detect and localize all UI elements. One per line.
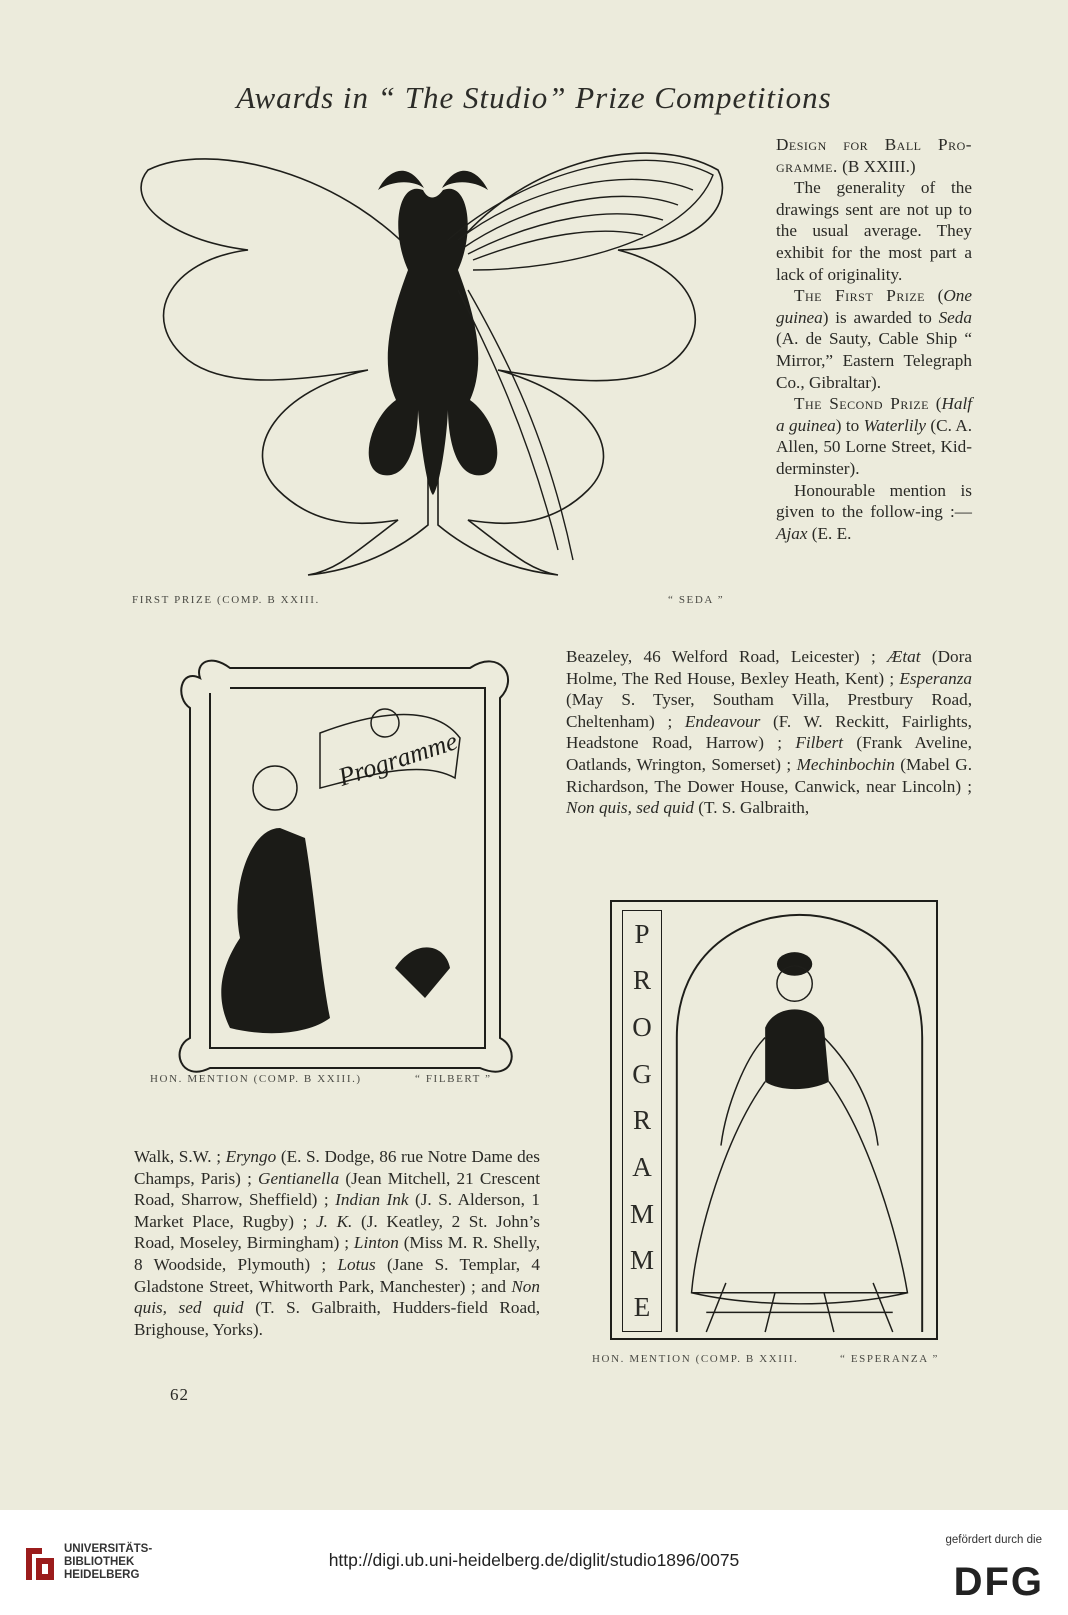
vertical-letter: E xyxy=(633,1292,651,1323)
vertical-letter: M xyxy=(629,1245,654,1276)
paragraph-honourable-start: Honourable mention is given to the follow-ing :—Ajax (E. E. xyxy=(776,480,972,543)
honourable-mentions-continued xyxy=(134,1146,540,1340)
esperanza-motto: “ ESPERANZA ” xyxy=(840,1353,940,1365)
paragraph-generality: The generality of the drawings sent are not up to the usual average. They exhibit for the most part a lack of originality. xyxy=(776,178,972,284)
filbert-illustration xyxy=(170,638,520,1085)
permalink-url[interactable]: http://digi.ub.uni-heidelberg.de/diglit/studio1896/0075 xyxy=(328,1550,740,1570)
first-prize-caption: FIRST PRIZE (COMP. B XXIII. xyxy=(132,594,320,606)
vertical-letter: O xyxy=(632,1012,652,1043)
vertical-letter: A xyxy=(632,1152,652,1183)
vertical-letter: R xyxy=(632,965,651,996)
esperanza-illustration xyxy=(610,900,938,1340)
vertical-letter: R xyxy=(632,1105,651,1136)
dfg-logo: DFG xyxy=(953,1560,1044,1604)
filbert-programme-drawing xyxy=(170,638,520,1085)
esperanza-caption: HON. MENTION (COMP. B XXIII. xyxy=(592,1353,799,1365)
sponsor-text: gefördert durch die xyxy=(945,1534,1042,1546)
honourable-mentions-list-cont: Walk, S.W. ; Eryngo (E. S. Dodge, 86 rue Notre Dame des Champs, Paris) ; Gentianella (Jean Mitchell, 21 Crescent Road, Sharrow, Sheffield) ; Indian Ink (J. S. Alderson, 1 Market Place, Rugby) ; J. K. (J. Keatley, 2 St. John’s Road, Moseley, Birmingham) ; Linton (Miss M. R. Shelly, 8 Woodside, Plymouth) ; Lotus (Jane S. Templar, 4 Gladstone Street, Whitworth Park, Manchester) ; and Non quis, sed quid (T. S. Galbraith, Hudders-field Road, Brighouse, Yorks). xyxy=(134,1147,540,1339)
vertical-letter: P xyxy=(634,918,650,949)
first-prize-motto: “ SEDA ” xyxy=(668,594,725,606)
scroll-lettering: Programme xyxy=(334,726,461,792)
page-header-title: Awards in “ The Studio” Prize Competitions xyxy=(236,80,832,115)
article-heading: Design for Ball Pro-gramme. (B XXIII.) xyxy=(776,135,972,176)
library-name: UNIVERSITÄTS- BIBLIOTHEK HEIDELBERG xyxy=(64,1543,153,1581)
filbert-motto: “ FILBERT ” xyxy=(415,1073,492,1085)
honourable-mentions-list: Beazeley, 46 Welford Road, Leicester) ; Ætat (Dora Holme, The Red House, Bexley Heath, Kent) ; Esperanza (May S. Tyser, Southam Villa, Prestbury Road, Cheltenham) ; Endeavour (F. W. Reckitt, Fairlights, Headstone Road, Harrow) ; Filbert (Frank Aveline, Oatlands, Wrington, Somerset) ; Mechinbochin (Mabel G. Richardson, The Dower House, Canwick, near Lincoln) ; Non quis, sed quid (T. S. Galbraith, xyxy=(566,647,973,818)
paragraph-second-prize: The Second Prize (Half a guinea) to Waterlily (C. A. Allen, 50 Lorne Street, Kid-derminster). xyxy=(776,394,973,478)
esperanza-dancer-drawing xyxy=(667,907,932,1335)
butterfly-drawing xyxy=(128,130,738,585)
digitization-footer xyxy=(0,1510,1068,1615)
vertical-letter: G xyxy=(632,1058,652,1089)
filbert-caption: HON. MENTION (COMP. B XXIII.) xyxy=(150,1073,362,1085)
vertical-letter: M xyxy=(629,1198,654,1229)
vertical-lettering-panel xyxy=(622,910,662,1332)
first-prize-illustration xyxy=(128,130,738,585)
paragraph-first-prize: The First Prize (One guinea) is awarded to Seda (A. de Sauty, Cable Ship “ Mirror,” Eastern Telegraph Co., Gibraltar). xyxy=(776,286,972,392)
article-right-column xyxy=(776,134,972,544)
page-number: 62 xyxy=(170,1385,189,1404)
honourable-mentions-block xyxy=(566,646,972,819)
